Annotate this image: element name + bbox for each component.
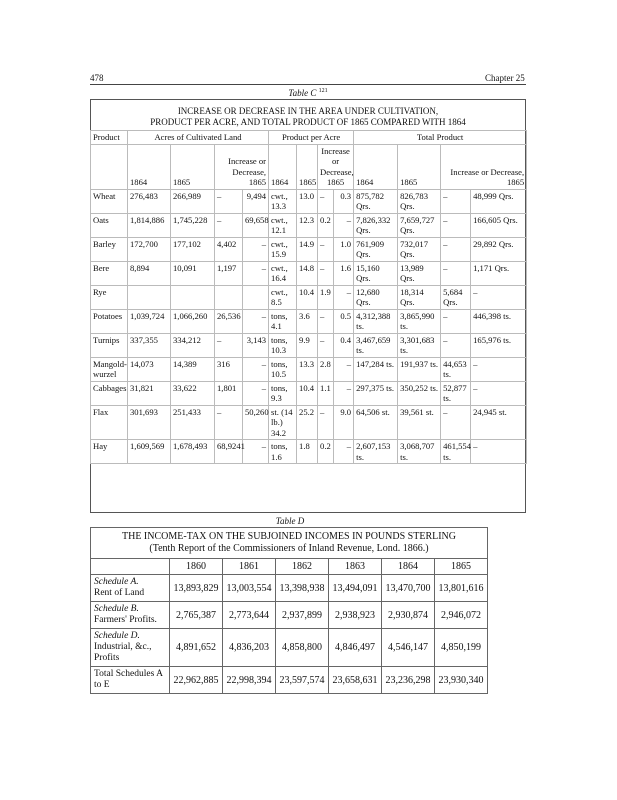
table-cell: 4,402 xyxy=(215,237,243,261)
table-row xyxy=(91,440,527,464)
table-row xyxy=(91,189,527,213)
table-c-group-header-row xyxy=(91,131,527,145)
table-d-body xyxy=(91,575,488,694)
table-cell: 4,850,199 xyxy=(435,629,488,667)
table-cell: 50,260 xyxy=(243,405,269,440)
table-cell: 4,858,800 xyxy=(276,629,329,667)
table-cell: 4,846,497 xyxy=(329,629,382,667)
table-cell: – xyxy=(441,333,471,357)
table-cell: 4,312,388 ts. xyxy=(354,309,398,333)
table-cell: – xyxy=(243,440,269,464)
table-row xyxy=(91,629,488,667)
table-row xyxy=(91,333,527,357)
table-cell: 5,684 Qrs. xyxy=(441,285,471,309)
table-cell: 0.2 xyxy=(318,213,334,237)
table-cell: 1.0 xyxy=(334,237,354,261)
table-cell: 350,252 ts. xyxy=(398,381,441,405)
table-cell: 9,494 xyxy=(243,189,269,213)
table-cell: 23,930,340 xyxy=(435,667,488,694)
table-cell: cwt., 16.4 xyxy=(269,261,297,285)
table-cell: 2,946,072 xyxy=(435,602,488,629)
table-cell: – xyxy=(441,237,471,261)
table-cell: 7,826,332 Qrs. xyxy=(354,213,398,237)
row-label: Barley xyxy=(91,237,128,261)
table-cell: 10.4 xyxy=(297,285,318,309)
table-cell: 13,470,700 xyxy=(382,575,435,602)
table-d-label: Table D xyxy=(275,516,305,526)
schedule-name: Schedule B. xyxy=(94,604,139,614)
table-cell: 9.9 xyxy=(297,333,318,357)
table-row xyxy=(91,285,527,309)
table-row xyxy=(91,357,527,381)
year-header: 1861 xyxy=(223,559,276,575)
table-row xyxy=(91,667,488,694)
table-cell: 334,212 xyxy=(171,333,215,357)
table-cell: 191,937 ts. xyxy=(398,357,441,381)
table-cell: cwt., 8.5 xyxy=(269,285,297,309)
table-cell: – xyxy=(441,261,471,285)
table-cell: – xyxy=(334,357,354,381)
table-cell: 0.3 xyxy=(334,189,354,213)
table-cell xyxy=(215,285,243,309)
table-cell: – xyxy=(334,381,354,405)
table-c-heading-line: INCREASE OR DECREASE IN THE AREA UNDER CULTIVATION, xyxy=(177,106,439,116)
chapter-title: Chapter 25 xyxy=(485,73,525,83)
table-cell: st. (14 lb.) 34.2 xyxy=(269,405,297,440)
table-cell: 52,877 ts. xyxy=(441,381,471,405)
table-cell: 301,693 xyxy=(128,405,171,440)
table-row xyxy=(91,405,527,440)
table-cell: 8,894 xyxy=(128,261,171,285)
table-d-year-row xyxy=(91,559,488,575)
year-header: 1865 xyxy=(435,559,488,575)
table-cell: – xyxy=(441,309,471,333)
table-cell: tons, 10.5 xyxy=(269,357,297,381)
table-cell: 14,389 xyxy=(171,357,215,381)
schedule-name: Schedule D. xyxy=(94,631,140,641)
table-cell: 10.4 xyxy=(297,381,318,405)
table-cell: 12,680 Qrs. xyxy=(354,285,398,309)
table-cell: 13.3 xyxy=(297,357,318,381)
table-cell: 23,597,574 xyxy=(276,667,329,694)
table-cell: 31,821 xyxy=(128,381,171,405)
table-cell: 2,607,153 ts. xyxy=(354,440,398,464)
table-cell: tons, 4.1 xyxy=(269,309,297,333)
table-cell: 2,765,387 xyxy=(170,602,223,629)
table-cell: 14.8 xyxy=(297,261,318,285)
schedule-name: Schedule A. xyxy=(94,577,139,587)
table-row xyxy=(91,575,488,602)
table-d xyxy=(90,527,488,694)
table-cell: 29,892 Qrs. xyxy=(471,237,527,261)
table-cell: 4,546,147 xyxy=(382,629,435,667)
col-header-blank xyxy=(91,144,128,189)
row-label xyxy=(91,667,170,694)
table-cell: 166,605 Qrs. xyxy=(471,213,527,237)
table-cell: 3,068,707 ts. xyxy=(398,440,441,464)
year-header: 1864 xyxy=(382,559,435,575)
col-header: Increase or Decrease, 1865 xyxy=(441,144,527,189)
table-cell: 18,314 Qrs. xyxy=(398,285,441,309)
table-cell: 22,962,885 xyxy=(170,667,223,694)
table-row xyxy=(91,237,527,261)
col-header: 1864 xyxy=(354,144,398,189)
table-cell: 276,483 xyxy=(128,189,171,213)
table-d-title xyxy=(91,528,488,559)
table-cell: 2.8 xyxy=(318,357,334,381)
table-cell: 3.6 xyxy=(297,309,318,333)
table-cell: 761,909 Qrs. xyxy=(354,237,398,261)
table-cell: 0.4 xyxy=(334,333,354,357)
row-label: Rye xyxy=(91,285,128,309)
table-cell: 266,989 xyxy=(171,189,215,213)
table-cell: 165,976 ts. xyxy=(471,333,527,357)
table-cell: 1,609,569 xyxy=(128,440,171,464)
col-header: 1865 xyxy=(398,144,441,189)
row-label: Wheat xyxy=(91,189,128,213)
table-cell: 33,622 xyxy=(171,381,215,405)
table-cell: – xyxy=(334,440,354,464)
table-cell: 3,865,990 ts. xyxy=(398,309,441,333)
table-cell: 12.3 xyxy=(297,213,318,237)
table-cell: – xyxy=(243,237,269,261)
table-cell: 337,355 xyxy=(128,333,171,357)
table-cell: 39,561 st. xyxy=(398,405,441,440)
table-cell: tons, 1.6 xyxy=(269,440,297,464)
row-label: Hay xyxy=(91,440,128,464)
table-cell: 3,143 xyxy=(243,333,269,357)
table-cell: 25.2 xyxy=(297,405,318,440)
header-rule xyxy=(90,84,526,85)
schedule-desc: Industrial, &c., Profits xyxy=(94,642,152,663)
table-cell: 1,197 xyxy=(215,261,243,285)
table-cell: 1,745,228 xyxy=(171,213,215,237)
table-cell: 44,653 ts. xyxy=(441,357,471,381)
table-cell: – xyxy=(471,285,527,309)
table-cell: 13.0 xyxy=(297,189,318,213)
table-cell: – xyxy=(243,381,269,405)
table-cell: cwt., 15.9 xyxy=(269,237,297,261)
table-cell: – xyxy=(215,405,243,440)
table-cell: 316 xyxy=(215,357,243,381)
table-cell: 9.0 xyxy=(334,405,354,440)
table-cell: – xyxy=(318,333,334,357)
table-cell: 0.5 xyxy=(334,309,354,333)
table-cell: tons, 10.3 xyxy=(269,333,297,357)
table-cell: 172,700 xyxy=(128,237,171,261)
table-cell: – xyxy=(334,285,354,309)
table-cell: 22,998,394 xyxy=(223,667,276,694)
col-header: Increase or Decrease, 1865 xyxy=(318,144,354,189)
table-cell: – xyxy=(334,213,354,237)
table-row xyxy=(91,261,527,285)
table-cell: 875,782 Qrs. xyxy=(354,189,398,213)
row-label: Turnips xyxy=(91,333,128,357)
table-cell: 23,236,298 xyxy=(382,667,435,694)
year-header-blank xyxy=(91,559,170,575)
table-cell: 826,783 Qrs. xyxy=(398,189,441,213)
table-cell: 1.1 xyxy=(318,381,334,405)
row-label: Cabbages xyxy=(91,381,128,405)
table-cell: – xyxy=(215,213,243,237)
table-cell: 26,536 xyxy=(215,309,243,333)
row-label xyxy=(91,629,170,667)
col-header: 1864 xyxy=(269,144,297,189)
table-cell: 2,938,923 xyxy=(329,602,382,629)
table-cell: cwt., 12.1 xyxy=(269,213,297,237)
table-cell: 13,801,616 xyxy=(435,575,488,602)
table-cell: 1,066,260 xyxy=(171,309,215,333)
table-c xyxy=(90,130,527,464)
row-label: Oats xyxy=(91,213,128,237)
table-cell: – xyxy=(441,213,471,237)
table-cell: 7,659,727 Qrs. xyxy=(398,213,441,237)
table-cell xyxy=(128,285,171,309)
table-cell: 297,375 ts. xyxy=(354,381,398,405)
table-cell: – xyxy=(215,333,243,357)
table-cell: 3,467,659 ts. xyxy=(354,333,398,357)
table-cell: – xyxy=(318,405,334,440)
table-cell: 4,836,203 xyxy=(223,629,276,667)
table-cell: 15,160 Qrs. xyxy=(354,261,398,285)
row-label xyxy=(91,602,170,629)
table-cell: – xyxy=(243,357,269,381)
table-cell: 64,506 st. xyxy=(354,405,398,440)
table-cell: 251,433 xyxy=(171,405,215,440)
col-header: 1865 xyxy=(171,144,215,189)
table-cell: cwt., 13.3 xyxy=(269,189,297,213)
table-c-body xyxy=(91,189,527,464)
table-cell: 1,678,493 xyxy=(171,440,215,464)
table-cell: 13,494,091 xyxy=(329,575,382,602)
table-cell: 4,891,652 xyxy=(170,629,223,667)
table-cell: 2,937,899 xyxy=(276,602,329,629)
table-cell: – xyxy=(318,237,334,261)
table-cell: – xyxy=(441,189,471,213)
col-header-acres: Acres of Cultivated Land xyxy=(128,131,269,145)
table-cell: – xyxy=(318,309,334,333)
table-cell: 13,989 Qrs. xyxy=(398,261,441,285)
table-cell: 13,398,938 xyxy=(276,575,329,602)
row-label: Bere xyxy=(91,261,128,285)
table-cell: 13,893,829 xyxy=(170,575,223,602)
table-cell: 14,073 xyxy=(128,357,171,381)
table-cell: – xyxy=(215,189,243,213)
footnote-ref: 121 xyxy=(318,88,328,94)
year-header: 1863 xyxy=(329,559,382,575)
table-cell: 3,301,683 ts. xyxy=(398,333,441,357)
table-cell: 732,017 Qrs. xyxy=(398,237,441,261)
table-cell: 1,814,886 xyxy=(128,213,171,237)
table-c-heading-line: PRODUCT PER ACRE, AND TOTAL PRODUCT OF 1865 COMPARED WITH 1864 xyxy=(150,117,466,127)
table-cell: 68,9241 xyxy=(215,440,243,464)
table-cell: 1,039,724 xyxy=(128,309,171,333)
col-header-total: Total Product xyxy=(354,131,527,145)
table-c-label: Table C $^{121}$ xyxy=(288,88,328,98)
page-number: 478 xyxy=(90,73,104,83)
table-cell: 1,171 Qrs. xyxy=(471,261,527,285)
col-header-per-acre: Product per Acre xyxy=(269,131,354,145)
table-cell: 1.6 xyxy=(334,261,354,285)
table-cell: – xyxy=(441,405,471,440)
table-cell: 24,945 st. xyxy=(471,405,527,440)
table-cell: 2,930,874 xyxy=(382,602,435,629)
table-cell: 1,801 xyxy=(215,381,243,405)
table-cell xyxy=(243,285,269,309)
table-cell: 10,091 xyxy=(171,261,215,285)
table-cell: – xyxy=(471,440,527,464)
schedule-desc: Rent of Land xyxy=(94,588,145,598)
table-row xyxy=(91,381,527,405)
table-cell: 14.9 xyxy=(297,237,318,261)
table-cell: – xyxy=(243,261,269,285)
col-header: Increase or Decrease, 1865 xyxy=(215,144,269,189)
row-label: Potatoes xyxy=(91,309,128,333)
table-row xyxy=(91,602,488,629)
table-cell: tons, 9.3 xyxy=(269,381,297,405)
schedule-desc: Farmers' Profits. xyxy=(94,615,157,625)
table-row xyxy=(91,213,527,237)
table-cell: 0.2 xyxy=(318,440,334,464)
table-c-heading xyxy=(90,106,526,128)
table-cell: 461,554 ts. xyxy=(441,440,471,464)
row-label: Flax xyxy=(91,405,128,440)
table-cell: – xyxy=(318,189,334,213)
table-d-title-line: THE INCOME-TAX ON THE SUBJOINED INCOMES IN POUNDS STERLING xyxy=(121,531,456,542)
table-cell: 1.8 xyxy=(297,440,318,464)
year-header: 1862 xyxy=(276,559,329,575)
schedule-desc: Total Schedules A to E xyxy=(94,669,163,690)
table-cell: 1.9 xyxy=(318,285,334,309)
table-cell: – xyxy=(471,381,527,405)
table-cell xyxy=(171,285,215,309)
table-cell: – xyxy=(243,309,269,333)
table-cell: 13,003,554 xyxy=(223,575,276,602)
col-header: 1864 xyxy=(128,144,171,189)
col-header: 1865 xyxy=(297,144,318,189)
table-cell: 2,773,644 xyxy=(223,602,276,629)
table-cell: 446,398 ts. xyxy=(471,309,527,333)
year-header: 1860 xyxy=(170,559,223,575)
col-header-product: Product xyxy=(91,131,128,145)
table-cell: 177,102 xyxy=(171,237,215,261)
row-label xyxy=(91,575,170,602)
table-c-col-header-row xyxy=(91,144,527,189)
table-cell: – xyxy=(318,261,334,285)
table-cell: 23,658,631 xyxy=(329,667,382,694)
table-cell: 69,658 xyxy=(243,213,269,237)
table-cell: 48,999 Qrs. xyxy=(471,189,527,213)
table-cell: – xyxy=(471,357,527,381)
row-label: Mangold-wurzel xyxy=(91,357,128,381)
table-d-title-line: (Tenth Report of the Commissioners of Inland Revenue, Lond. 1866.) xyxy=(149,543,429,554)
table-cell: 147,284 ts. xyxy=(354,357,398,381)
table-row xyxy=(91,309,527,333)
